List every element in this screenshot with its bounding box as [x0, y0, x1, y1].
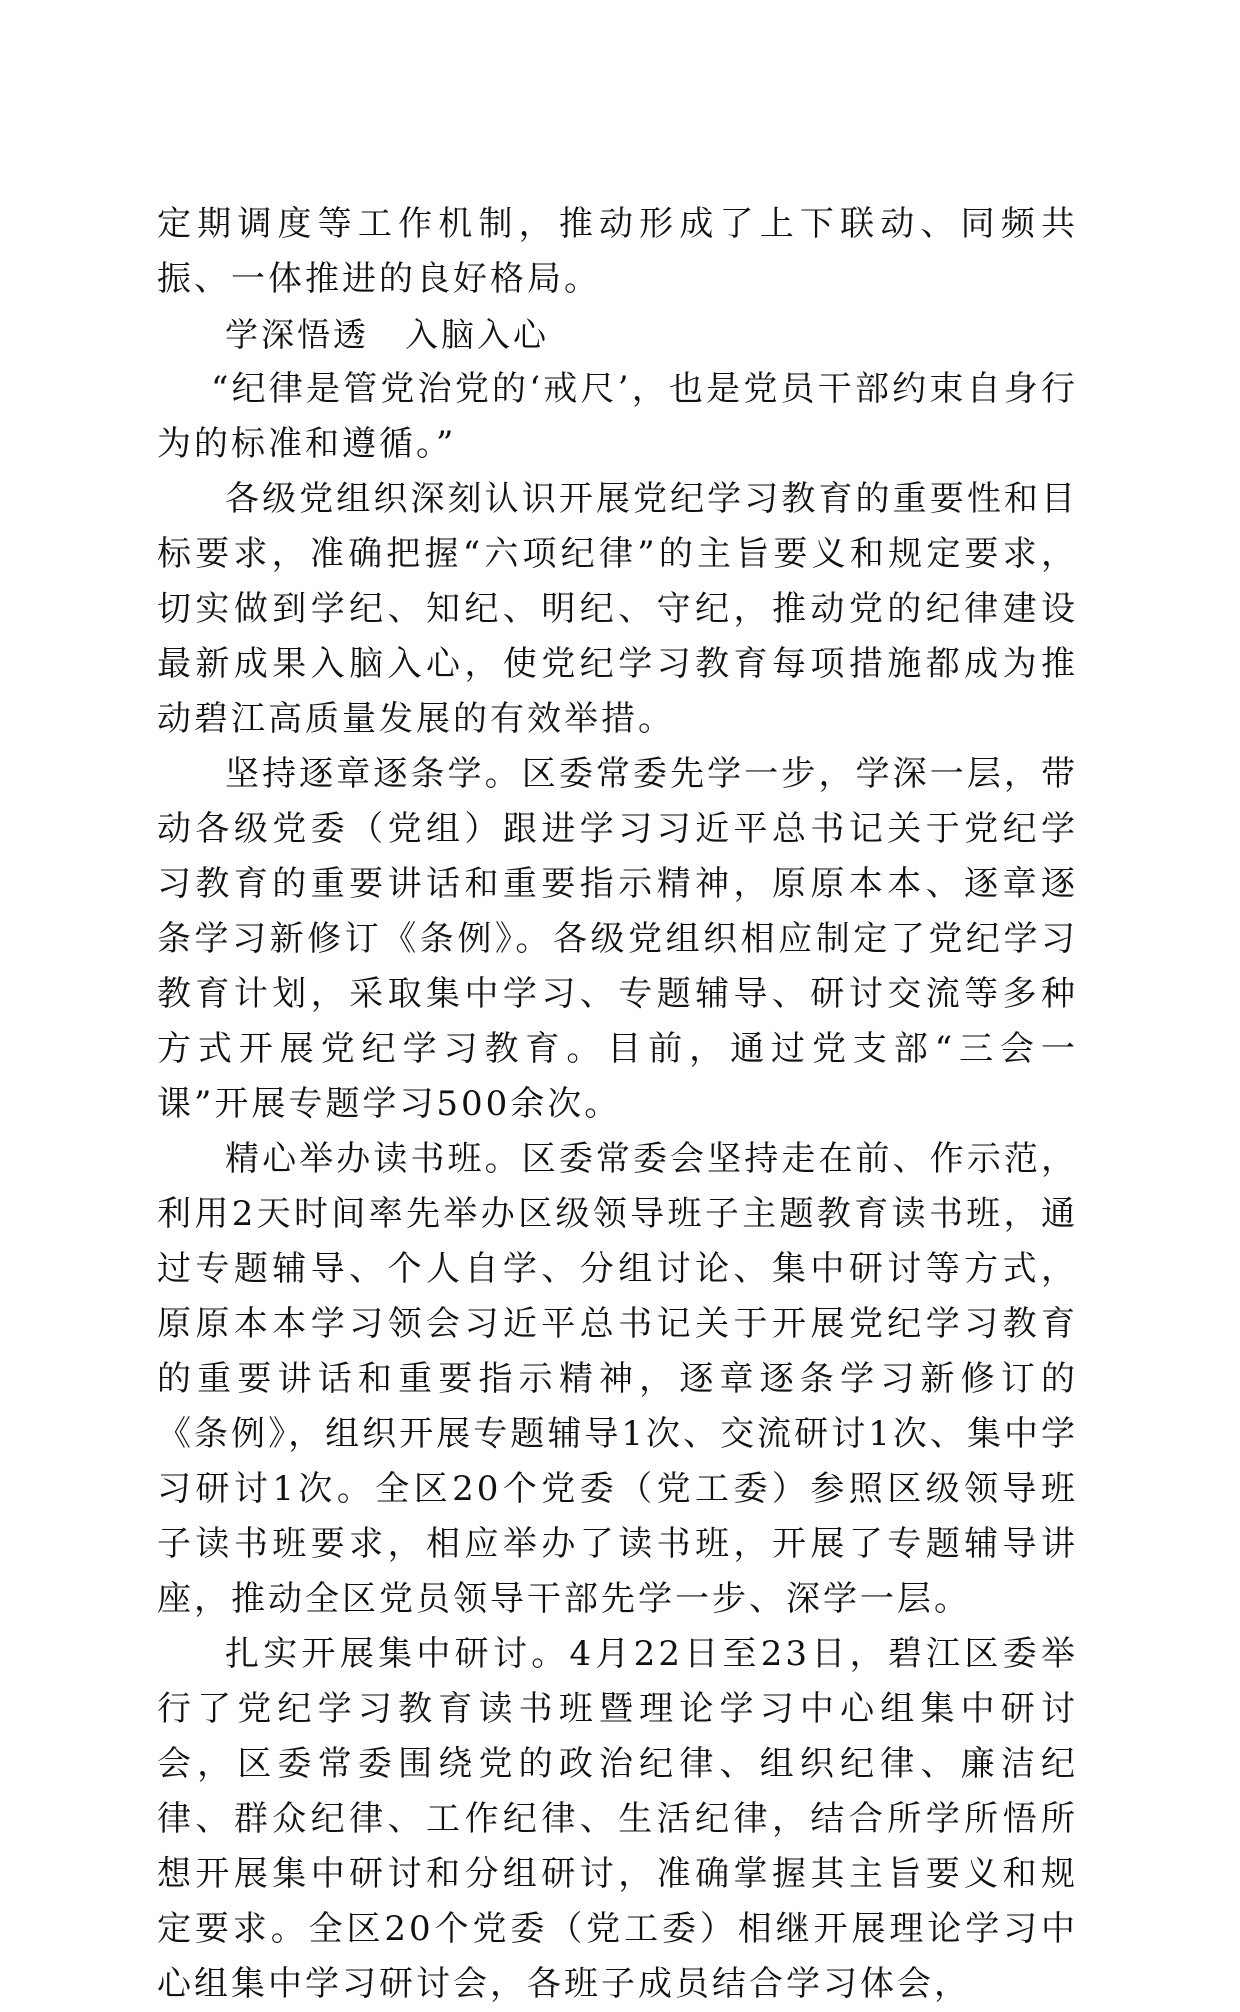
- quote-paragraph: “纪律是管党治党的‘戒尺’，也是党员干部约束自身行为的标准和遵循。”: [157, 369, 1078, 464]
- paragraph-reading-class: 精心举办读书班。区委常委会坚持走在前、作示范，利用2天时间率先举办区级领导班子主题教育读书班，通过专题辅导、个人自学、分组讨论、集中研讨等方式，原原本本学习领会习近平总书记关于开展党纪学习教育的重要讲话和重要指示精神，逐章逐条学习新修订的《条例》，组织开展专题辅导1次、交流研讨1次、集中学习研讨1次。全区20个党委（党工委）参照区级领导班子读书班要求，相应举办了读书班，开展了专题辅导讲座，推动全区党员领导干部先学一步、深学一层。: [157, 1139, 1078, 1619]
- paragraph-chapter-study: 坚持逐章逐条学。区委常委先学一步，学深一层，带动各级党委（党组）跟进学习习近平总书记关于党纪学习教育的重要讲话和重要指示精神，原原本本、逐章逐条学习新修订《条例》。各级党组织相应制定了党纪学习教育计划，采取集中学习、专题辅导、研讨交流等多种方式开展党纪学习教育。目前，通过党支部“三会一课”开展专题学习500余次。: [157, 754, 1078, 1124]
- paragraph-continuation: 定期调度等工作机制，推动形成了上下联动、同频共振、一体推进的良好格局。: [157, 204, 1078, 299]
- document-body: [157, 197, 1078, 2012]
- paragraph-seminar: 扎实开展集中研讨。4月22日至23日，碧江区委举行了党纪学习教育读书班暨理论学习中心组集中研讨会，区委常委围绕党的政治纪律、组织纪律、廉洁纪律、群众纪律、工作纪律、生活纪律，结合所学所悟所想开展集中研讨和分组研讨，准确掌握其主旨要义和规定要求。全区20个党委（党工委）相继开展理论学习中心组集中学习研讨会，各班子成员结合学习体会，: [157, 1634, 1078, 2004]
- section-heading: 学深悟透 入脑入心: [225, 315, 549, 354]
- paragraph-overview: 各级党组织深刻认识开展党纪学习教育的重要性和目标要求，准确把握“六项纪律”的主旨要义和规定要求，切实做到学纪、知纪、明纪、守纪，推动党的纪律建设最新成果入脑入心，使党纪学习教育每项措施都成为推动碧江高质量发展的有效举措。: [157, 479, 1078, 739]
